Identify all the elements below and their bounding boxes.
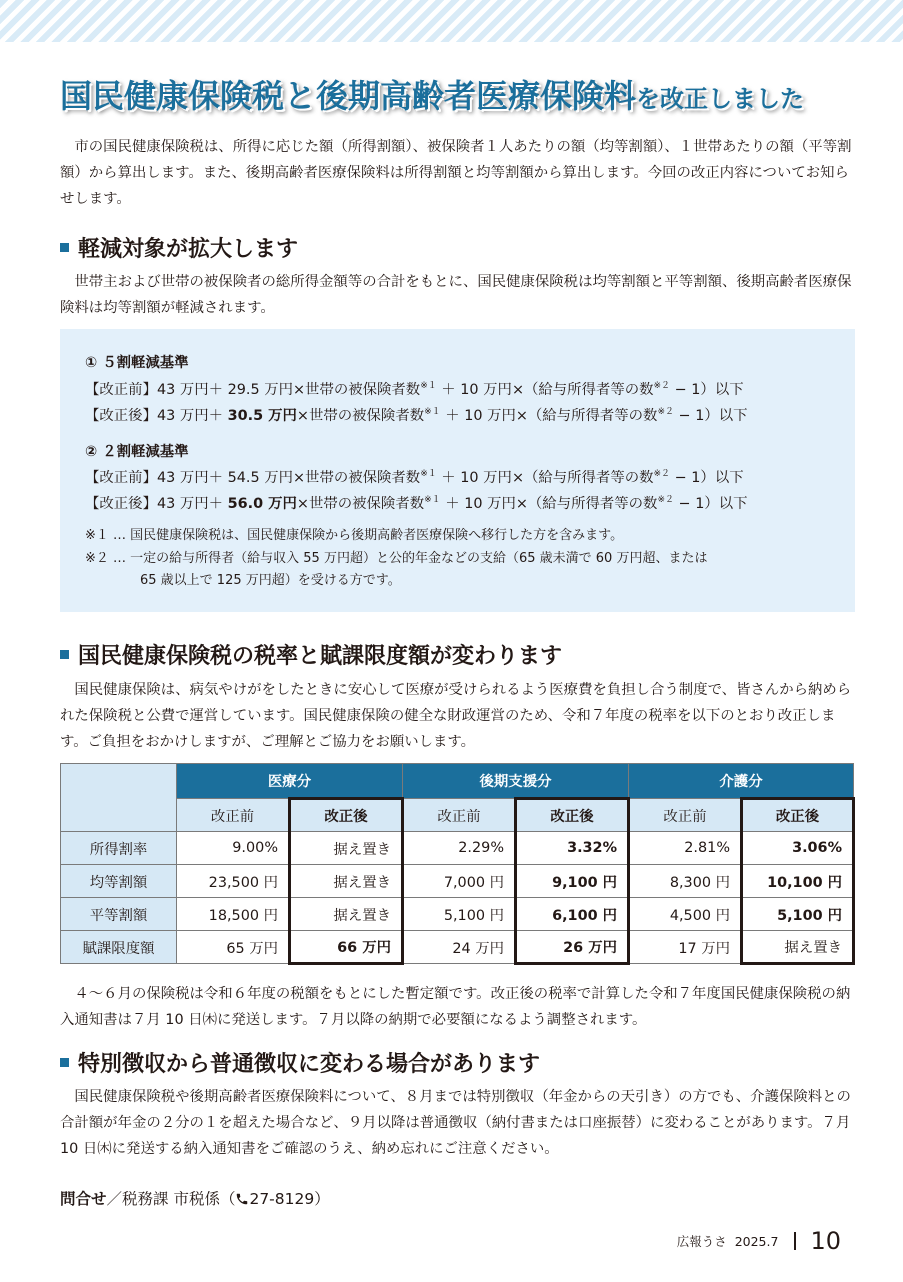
section-heading-text: 特別徴収から普通徴収に変わる場合があります xyxy=(78,1051,541,1077)
criteria2-after: 【改正後】43 万円＋ 56.0 万円×世帯の被保険者数$^{※1}$ ＋ 10 万円×（給与所得者等の数$^{※2}$ − 1）以下 xyxy=(85,495,748,512)
column-header-after: 改正後 xyxy=(516,799,629,832)
section-heading-reduction xyxy=(60,234,298,264)
criteria2-title: ② ２割軽減基準 xyxy=(85,444,189,460)
column-header-after: 改正後 xyxy=(290,799,403,832)
table-cell: 10,100 円 xyxy=(742,865,854,898)
contact-info: 問合せ／税務課 市税係（ 27-8129） xyxy=(60,1190,330,1208)
section-heading-collection-change xyxy=(60,1049,540,1079)
table-cell: 9,100 円 xyxy=(516,865,629,898)
table-cell: 3.32% xyxy=(516,832,629,865)
criteria1-before: 【改正前】43 万円＋ 29.5 万円×世帯の被保険者数$^{※1}$ ＋ 10 万円×（給与所得者等の数$^{※2}$ − 1）以下 xyxy=(85,381,744,398)
group-header-medical: 医療分 xyxy=(177,764,403,799)
table-cell: 8,300 円 xyxy=(629,865,742,898)
contact-label: 問合せ xyxy=(60,1190,107,1208)
row-header: 賦課限度額 xyxy=(61,931,177,964)
intro-paragraph: 市の国民健康保険税は、所得に応じた額（所得割額）、被保険者１人あたりの額（均等割額）、１世帯あたりの額（平等割額）から算出します。また、後期高齢者医療保険料は所得割額と均等割額から算出します。今回の改正内容についてお知らせします。 xyxy=(60,139,852,207)
table-cell: 4,500 円 xyxy=(629,898,742,931)
section-heading-text: 軽減対象が拡大します xyxy=(78,236,299,262)
criteria2-before: 【改正前】43 万円＋ 54.5 万円×世帯の被保険者数$^{※1}$ ＋ 10 万円×（給与所得者等の数$^{※2}$ − 1）以下 xyxy=(85,469,744,486)
publication-name: 広報うさ xyxy=(676,1234,727,1249)
table-cell: 26 万円 xyxy=(516,931,629,964)
table-cell: 17 万円 xyxy=(629,931,742,964)
table-cell: 65 万円 xyxy=(177,931,290,964)
square-bullet-icon xyxy=(60,650,69,659)
table-cell: 66 万円 xyxy=(290,931,403,964)
criteria1-after: 【改正後】43 万円＋ 30.5 万円×世帯の被保険者数$^{※1}$ ＋ 10 万円×（給与所得者等の数$^{※2}$ − 1）以下 xyxy=(85,407,748,424)
column-header-before: 改正前 xyxy=(629,799,742,832)
page-title-main: 国民健康保険税と後期高齢者医療保険料 xyxy=(60,77,637,115)
table-cell: 9.00% xyxy=(177,832,290,865)
footnote-2-line2: 65 歳以上で 125 万円超）を受ける方です。 xyxy=(140,573,401,588)
contact-department: ／税務課 市税係（ xyxy=(106,1190,236,1208)
group-header-nursing-care: 介護分 xyxy=(629,764,854,799)
footnote-1: ※１ … 国民健康保険税は、国民健康保険から後期高齢者医療保険へ移行した方を含みます。 xyxy=(85,528,624,543)
table-cell: 据え置き xyxy=(290,832,403,865)
row-header: 平等割額 xyxy=(61,898,177,931)
square-bullet-icon xyxy=(60,1058,69,1067)
table-group-header-row xyxy=(61,764,854,799)
table-cell: 2.81% xyxy=(629,832,742,865)
footer-divider xyxy=(794,1232,796,1250)
table-row xyxy=(61,898,854,931)
table-row xyxy=(61,931,854,964)
row-header: 所得割率 xyxy=(61,832,177,865)
collection-change-paragraph: 国民健康保険税や後期高齢者医療保険料について、８月までは特別徴収（年金からの天引き）の方でも、介護保険料との合計額が年金の２分の１を超えた場合など、９月以降は普通徴収（納付書または口座振替）に変わることがあります。７月 10 日㈭に発送する納入通知書をご確認のうえ、納め忘れにご注意ください。 xyxy=(60,1089,851,1157)
table-cell: 3.06% xyxy=(742,832,854,865)
table-cell: 5,100 円 xyxy=(403,898,516,931)
column-header-after: 改正後 xyxy=(742,799,854,832)
table-corner-cell xyxy=(61,764,177,832)
reduction-paragraph: 世帯主および世帯の被保険者の総所得金額等の合計をもとに、国民健康保険税は均等割額と平等割額、後期高齢者医療保険料は均等割額が軽減されます。 xyxy=(60,274,852,316)
table-cell: 据え置き xyxy=(290,898,403,931)
phone-icon xyxy=(235,1188,249,1202)
table-cell: 23,500 円 xyxy=(177,865,290,898)
table-cell: 6,100 円 xyxy=(516,898,629,931)
table-cell: 据え置き xyxy=(742,931,854,964)
table-cell: 18,500 円 xyxy=(177,898,290,931)
group-header-elderly-support: 後期支援分 xyxy=(403,764,629,799)
section-heading-text: 国民健康保険税の税率と賦課限度額が変わります xyxy=(78,643,563,669)
tax-rate-table xyxy=(60,763,855,965)
table-sub-header-row xyxy=(61,799,854,832)
column-header-before: 改正前 xyxy=(177,799,290,832)
table-cell: 2.29% xyxy=(403,832,516,865)
tax-rates-paragraph: 国民健康保険は、病気やけがをしたときに安心して医療が受けられるよう医療費を負担し合う制度で、皆さんから納められた保険税と公費で運営しています。国民健康保険の健全な財政運営のため、令和７年度の税率を以下のとおり改正します。ご負担をおかけしますが、ご理解とご協力をお願いします。 xyxy=(60,682,852,750)
top-stripe xyxy=(0,0,903,42)
column-header-before: 改正前 xyxy=(403,799,516,832)
page-title xyxy=(60,74,860,118)
contact-phone: 27-8129 xyxy=(249,1190,315,1208)
row-header: 均等割額 xyxy=(61,865,177,898)
table-cell: 24 万円 xyxy=(403,931,516,964)
issue-date: 2025.7 xyxy=(734,1234,779,1249)
footnote-2-line1: ※２ … 一定の給与所得者（給与収入 55 万円超）と公的年金などの支給（65 歳未満で 60 万円超、または xyxy=(85,551,708,566)
table-row xyxy=(61,832,854,865)
criteria1-title: ① ５割軽減基準 xyxy=(85,355,189,371)
table-cell: 7,000 円 xyxy=(403,865,516,898)
table-row xyxy=(61,865,854,898)
square-bullet-icon xyxy=(60,243,69,252)
provisional-tax-paragraph: ４～６月の保険税は令和６年度の税額をもとにした暫定額です。改正後の税率で計算した令和７年度国民健康保険税の納入通知書は７月 10 日㈭に発送します。７月以降の納期で必要額になるよう調整されます。 xyxy=(60,986,851,1028)
page-title-suffix: を改正しました xyxy=(636,84,805,113)
page-number: 10 xyxy=(810,1227,841,1255)
page-footer xyxy=(677,1226,841,1257)
table-cell: 5,100 円 xyxy=(742,898,854,931)
table-cell: 据え置き xyxy=(290,865,403,898)
section-heading-tax-rates xyxy=(60,641,562,671)
